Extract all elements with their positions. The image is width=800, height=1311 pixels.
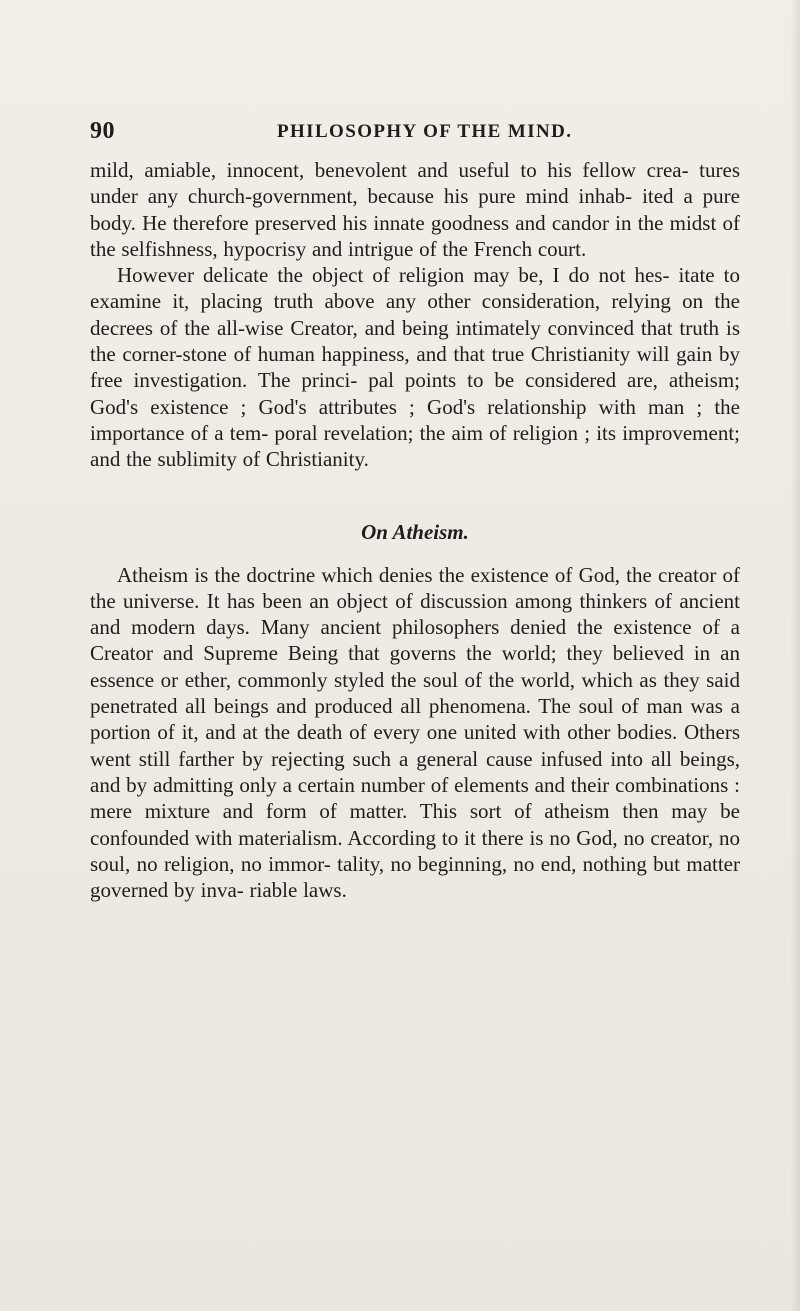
page-header [90, 118, 740, 148]
page-edge-shadow [790, 0, 800, 1311]
section-heading: On Atheism. [361, 519, 469, 544]
body-text [90, 157, 740, 903]
page-number: 90 [90, 118, 115, 144]
paragraph-religion-intro: However delicate the object of religion may be, I do not hes- itate to examine it, placing truth above any other consideration, relying on the decrees of the all-wise Creator, and being intimately convinced that truth is the corner-stone of human happiness, and that true Christianity will gain by free investigation. The princi- pal points to be considered are, atheism; God's existence ; God's attributes ; God's relationship with man ; the importance of a tem- poral revelation; the aim of religion ; its improvement; and the sublimity of Christianity. [90, 263, 740, 472]
running-head-title: PHILOSOPHY OF THE MIND. [277, 121, 573, 142]
paragraph-atheism: Atheism is the doctrine which denies the existence of God, the creator of the universe. It has been an object of discussion among thinkers of ancient and modern days. Many ancient philosophers denied the existence of a Creator and Supreme Being that governs the world; they believed in an essence or ether, commonly styled the soul of the world, which as they said penetrated all beings and produced all phenomena. The soul of man was a portion of it, and at the death of every one united with other bodies. Others went still farther by rejecting such a general cause infused into all beings, and by admitting only a certain number of elements and their combinations : mere mixture and form of matter. This sort of atheism then may be confounded with materialism. According to it there is no God, no creator, no soul, no religion, no immor- tality, no beginning, no end, nothing but matter governed by inva- riable laws. [90, 562, 740, 903]
paragraph-continuation: mild, amiable, innocent, benevolent and useful to his fellow crea- tures under any church-government, because his pure mind inhab- ited a pure body. He therefore preserved his innate goodness and candor in the midst of the selfishness, hypocrisy and intrigue of the French court. [90, 158, 740, 261]
